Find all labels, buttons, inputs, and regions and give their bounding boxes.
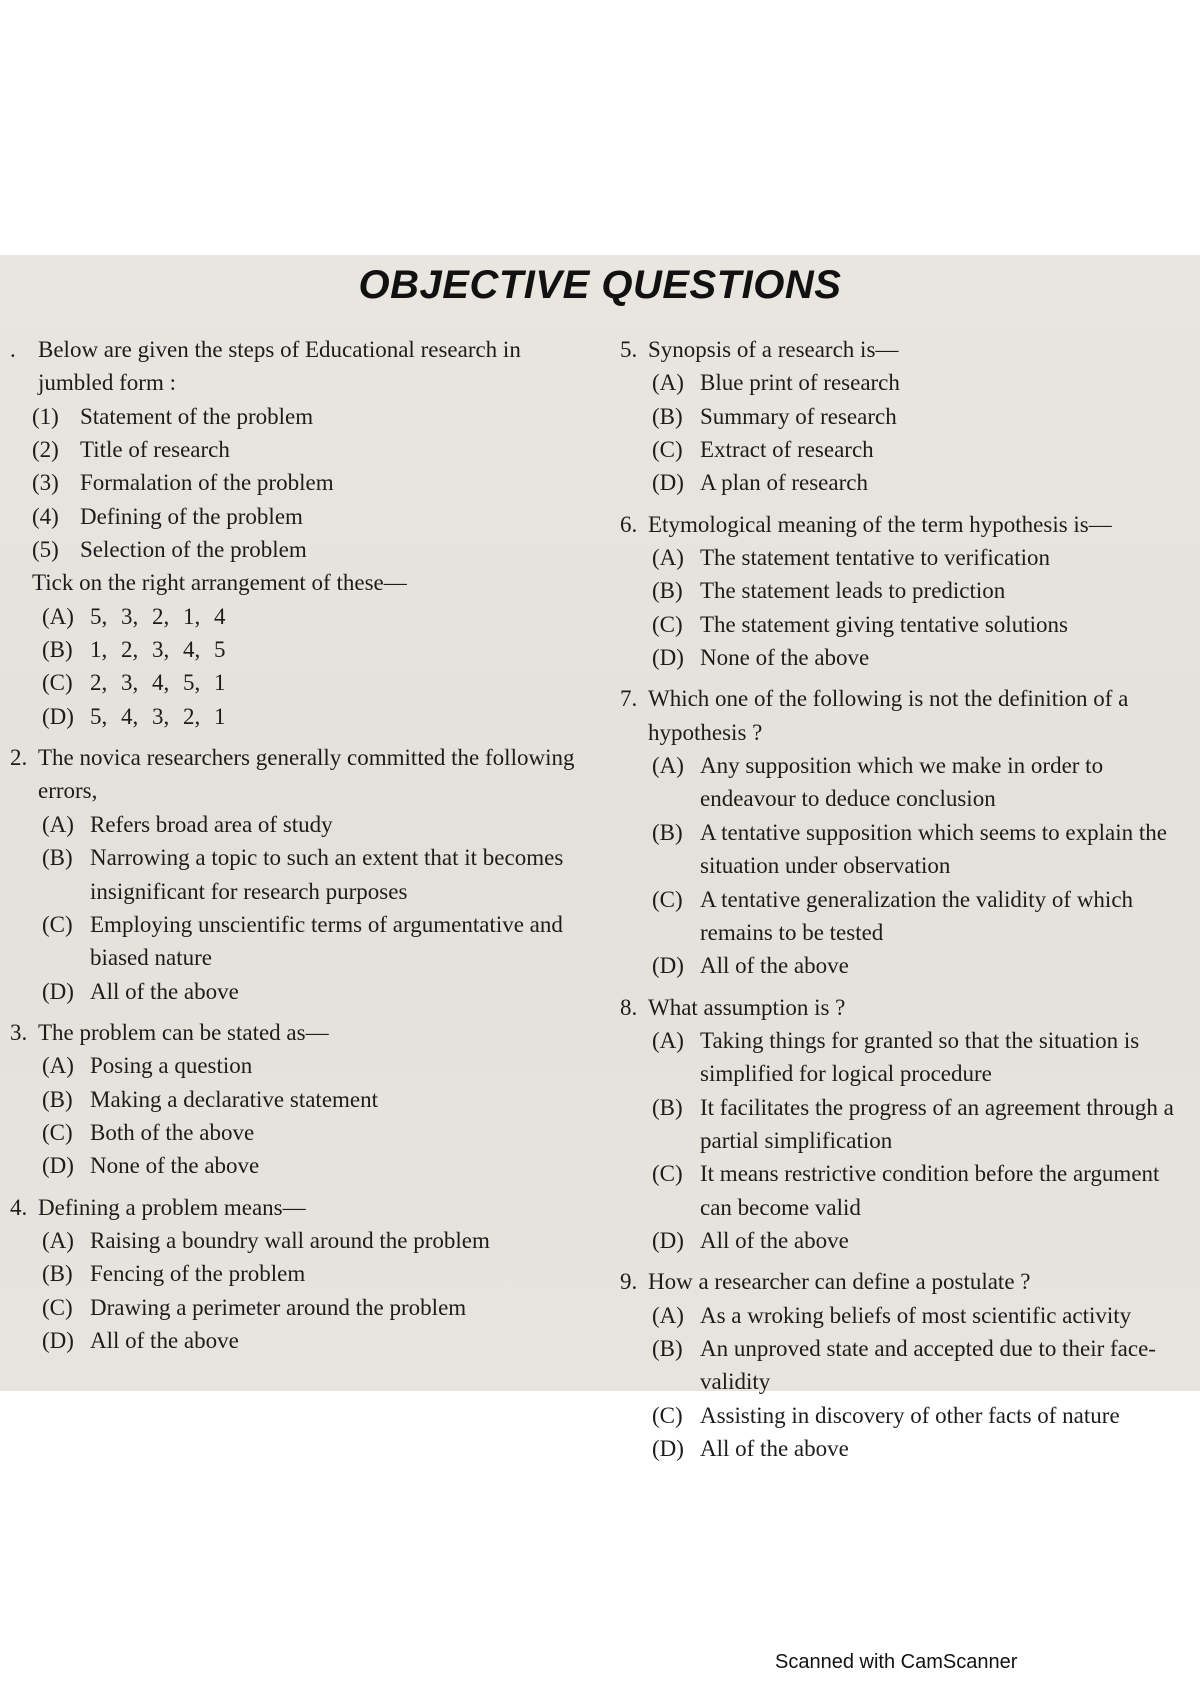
- option-a: [42, 808, 585, 841]
- option-d: [652, 641, 1190, 674]
- question-number: 6.: [620, 511, 638, 537]
- page-title: OBJECTIVE QUESTIONS: [358, 263, 842, 307]
- question-1: [10, 333, 585, 733]
- options-list: [620, 749, 1190, 982]
- option-label: (A): [42, 1227, 74, 1253]
- question-number: .: [10, 337, 16, 362]
- option-d: [42, 1149, 585, 1182]
- option-text: Refers broad area of study: [90, 811, 333, 837]
- step-item: [32, 500, 585, 533]
- option-text: 5, 4, 3, 2, 1: [90, 703, 226, 729]
- option-text: Summary of research: [700, 403, 897, 429]
- question-3: [10, 1016, 585, 1183]
- options-list: [10, 600, 585, 733]
- option-text: The statement giving tentative solutions: [700, 611, 1068, 637]
- question-text: What assumption is ?: [648, 994, 846, 1020]
- option-label: (C): [42, 670, 73, 696]
- option-text: 2, 3, 4, 5, 1: [90, 670, 226, 696]
- option-label: (B): [652, 578, 683, 604]
- question-number: 7.: [620, 686, 638, 712]
- scanner-watermark: Scanned with CamScanner: [775, 1651, 1018, 1673]
- question-text: The problem can be stated as—: [38, 1019, 329, 1045]
- option-text: Both of the above: [90, 1119, 255, 1145]
- step-item: [32, 433, 585, 466]
- step-label: (5): [32, 537, 59, 563]
- question-text: The novica researchers generally committed the following errors,: [38, 745, 575, 804]
- option-label: (D): [42, 1327, 74, 1353]
- option-label: (C): [652, 611, 683, 637]
- option-label: (C): [42, 1294, 73, 1320]
- option-label: (C): [652, 886, 683, 912]
- option-d: [42, 1324, 585, 1357]
- option-text: A tentative generalization the validity of which remains to be tested: [700, 886, 1134, 945]
- option-text: Any supposition which we make in order to endeavour to deduce conclusion: [700, 753, 1104, 812]
- option-label: (B): [42, 1261, 73, 1287]
- question-number: 9.: [620, 1269, 638, 1295]
- option-text: Drawing a perimeter around the problem: [90, 1294, 467, 1320]
- option-label: (A): [652, 1302, 684, 1328]
- option-label: (A): [42, 603, 74, 629]
- option-text: None of the above: [700, 645, 870, 671]
- options-list: [620, 541, 1190, 674]
- option-label: (C): [652, 1161, 683, 1187]
- option-label: (A): [652, 370, 684, 396]
- option-b: [652, 400, 1190, 433]
- step-text: Formalation of the problem: [80, 470, 334, 496]
- option-label: (A): [42, 811, 74, 837]
- option-c: [42, 666, 585, 699]
- option-label: (D): [652, 470, 684, 496]
- step-item: [32, 466, 585, 499]
- step-item: [32, 533, 585, 566]
- option-label: (C): [42, 1119, 73, 1145]
- option-text: It means restrictive condition before the argument can become valid: [700, 1161, 1160, 1220]
- option-d: [652, 1224, 1190, 1257]
- option-c: [42, 1291, 585, 1324]
- steps-list: [10, 400, 585, 567]
- option-text: 5, 3, 2, 1, 4: [90, 603, 226, 629]
- option-text: All of the above: [700, 1227, 849, 1253]
- step-item: [32, 400, 585, 433]
- option-text: All of the above: [700, 1436, 849, 1461]
- option-label: (D): [42, 1153, 74, 1179]
- option-b: [652, 1091, 1190, 1158]
- option-text: It facilitates the progress of an agreement through a partial simplification: [700, 1094, 1174, 1153]
- option-text: A plan of research: [700, 470, 868, 496]
- option-a: [42, 600, 585, 633]
- question-9: [620, 1265, 1190, 1465]
- option-c: [42, 908, 585, 975]
- option-text: 1, 2, 3, 4, 5: [90, 637, 226, 663]
- option-label: (A): [652, 1027, 684, 1053]
- option-a: [652, 1299, 1190, 1332]
- option-text: Taking things for granted so that the situation is simplified for logical procedure: [700, 1027, 1140, 1087]
- scanned-page: [0, 255, 1200, 1461]
- option-c: [652, 883, 1190, 950]
- step-label: (2): [32, 437, 59, 463]
- question-text: Synopsis of a research is—: [648, 337, 899, 362]
- option-label: (D): [652, 645, 684, 671]
- option-label: (B): [652, 1335, 683, 1361]
- options-list: [10, 1049, 585, 1182]
- step-text: Selection of the problem: [80, 537, 307, 563]
- option-b: [652, 816, 1190, 883]
- option-b: [652, 574, 1190, 607]
- question-instruction: Tick on the right arrangement of these—: [32, 570, 407, 596]
- option-d: [42, 975, 585, 1008]
- step-text: Title of research: [80, 437, 230, 463]
- option-label: (B): [42, 1086, 73, 1112]
- step-label: (3): [32, 470, 59, 496]
- option-label: (C): [42, 911, 73, 937]
- option-label: (C): [652, 437, 683, 463]
- step-label: (1): [32, 403, 59, 429]
- option-c: [652, 608, 1190, 641]
- option-text: All of the above: [90, 1327, 239, 1353]
- right-column: [620, 333, 1190, 1473]
- option-a: [42, 1049, 585, 1082]
- option-a: [652, 1024, 1190, 1091]
- option-label: (A): [42, 1053, 74, 1079]
- option-label: (B): [652, 1094, 683, 1120]
- question-text: How a researcher can define a postulate ?: [648, 1269, 1031, 1295]
- option-label: (A): [652, 753, 684, 779]
- left-column: [10, 333, 585, 1365]
- option-a: [652, 541, 1190, 574]
- option-label: (D): [652, 1436, 684, 1461]
- option-d: [652, 949, 1190, 982]
- option-text: Extract of research: [700, 437, 874, 463]
- option-text: An unproved state and accepted due to their face-validity: [700, 1335, 1156, 1395]
- options-list: [10, 808, 585, 1008]
- step-text: Statement of the problem: [80, 403, 314, 429]
- option-d: [42, 700, 585, 733]
- option-text: The statement leads to prediction: [700, 578, 1006, 604]
- option-label: (D): [652, 953, 684, 979]
- question-2: [10, 741, 585, 1008]
- option-text: Narrowing a topic to such an extent that it becomes insignificant for research purposes: [90, 845, 564, 904]
- option-label: (D): [652, 1227, 684, 1253]
- option-c: [652, 433, 1190, 466]
- option-c: [652, 1157, 1190, 1224]
- option-c: [42, 1116, 585, 1149]
- options-list: [620, 366, 1190, 499]
- option-text: None of the above: [90, 1153, 260, 1179]
- step-text: Defining of the problem: [80, 503, 303, 529]
- option-label: (B): [42, 845, 73, 871]
- question-number: 5.: [620, 337, 638, 362]
- options-list: [10, 1224, 585, 1357]
- option-label: (B): [652, 403, 683, 429]
- question-text: Below are given the steps of Educational research in jumbled form :: [38, 337, 521, 396]
- option-label: (B): [42, 637, 73, 663]
- option-a: [652, 749, 1190, 816]
- option-a: [42, 1224, 585, 1257]
- option-b: [42, 841, 585, 908]
- question-text: Etymological meaning of the term hypothesis is—: [648, 511, 1112, 537]
- question-number: 2.: [10, 745, 28, 771]
- option-text: Fencing of the problem: [90, 1261, 306, 1287]
- question-text: Which one of the following is not the definition of a hypothesis ?: [648, 686, 1129, 745]
- option-label: (D): [42, 978, 74, 1004]
- option-text: Posing a question: [90, 1053, 253, 1079]
- option-label: (C): [652, 1402, 683, 1428]
- option-d: [652, 466, 1190, 499]
- question-text: Defining a problem means—: [38, 1194, 306, 1220]
- option-text: Assisting in discovery of other facts of nature: [700, 1402, 1120, 1428]
- option-c: [652, 1399, 1190, 1432]
- step-label: (4): [32, 503, 59, 529]
- question-8: [620, 991, 1190, 1258]
- option-text: A tentative supposition which seems to explain the situation under observation: [700, 819, 1167, 879]
- question-4: [10, 1191, 585, 1358]
- option-b: [42, 1257, 585, 1290]
- option-text: All of the above: [90, 978, 239, 1004]
- options-list: [620, 1299, 1190, 1466]
- option-label: (D): [42, 703, 74, 729]
- option-text: As a wroking beliefs of most scientific activity: [700, 1302, 1132, 1328]
- option-b: [42, 633, 585, 666]
- option-a: [652, 366, 1190, 399]
- options-list: [620, 1024, 1190, 1257]
- option-text: Raising a boundry wall around the problem: [90, 1227, 490, 1253]
- option-text: Making a declarative statement: [90, 1086, 379, 1112]
- option-b: [42, 1083, 585, 1116]
- option-label: (A): [652, 545, 684, 571]
- question-7: [620, 682, 1190, 982]
- option-d: [652, 1432, 1190, 1465]
- option-b: [652, 1332, 1190, 1399]
- option-text: Employing unscientific terms of argumentative and biased nature: [90, 911, 563, 971]
- question-5: [620, 333, 1190, 500]
- question-number: 8.: [620, 994, 638, 1020]
- option-label: (B): [652, 819, 683, 845]
- option-text: The statement tentative to verification: [700, 545, 1050, 571]
- option-text: Blue print of research: [700, 370, 900, 396]
- question-number: 4.: [10, 1194, 28, 1220]
- option-text: All of the above: [700, 953, 849, 979]
- question-6: [620, 508, 1190, 675]
- question-number: 3.: [10, 1019, 28, 1045]
